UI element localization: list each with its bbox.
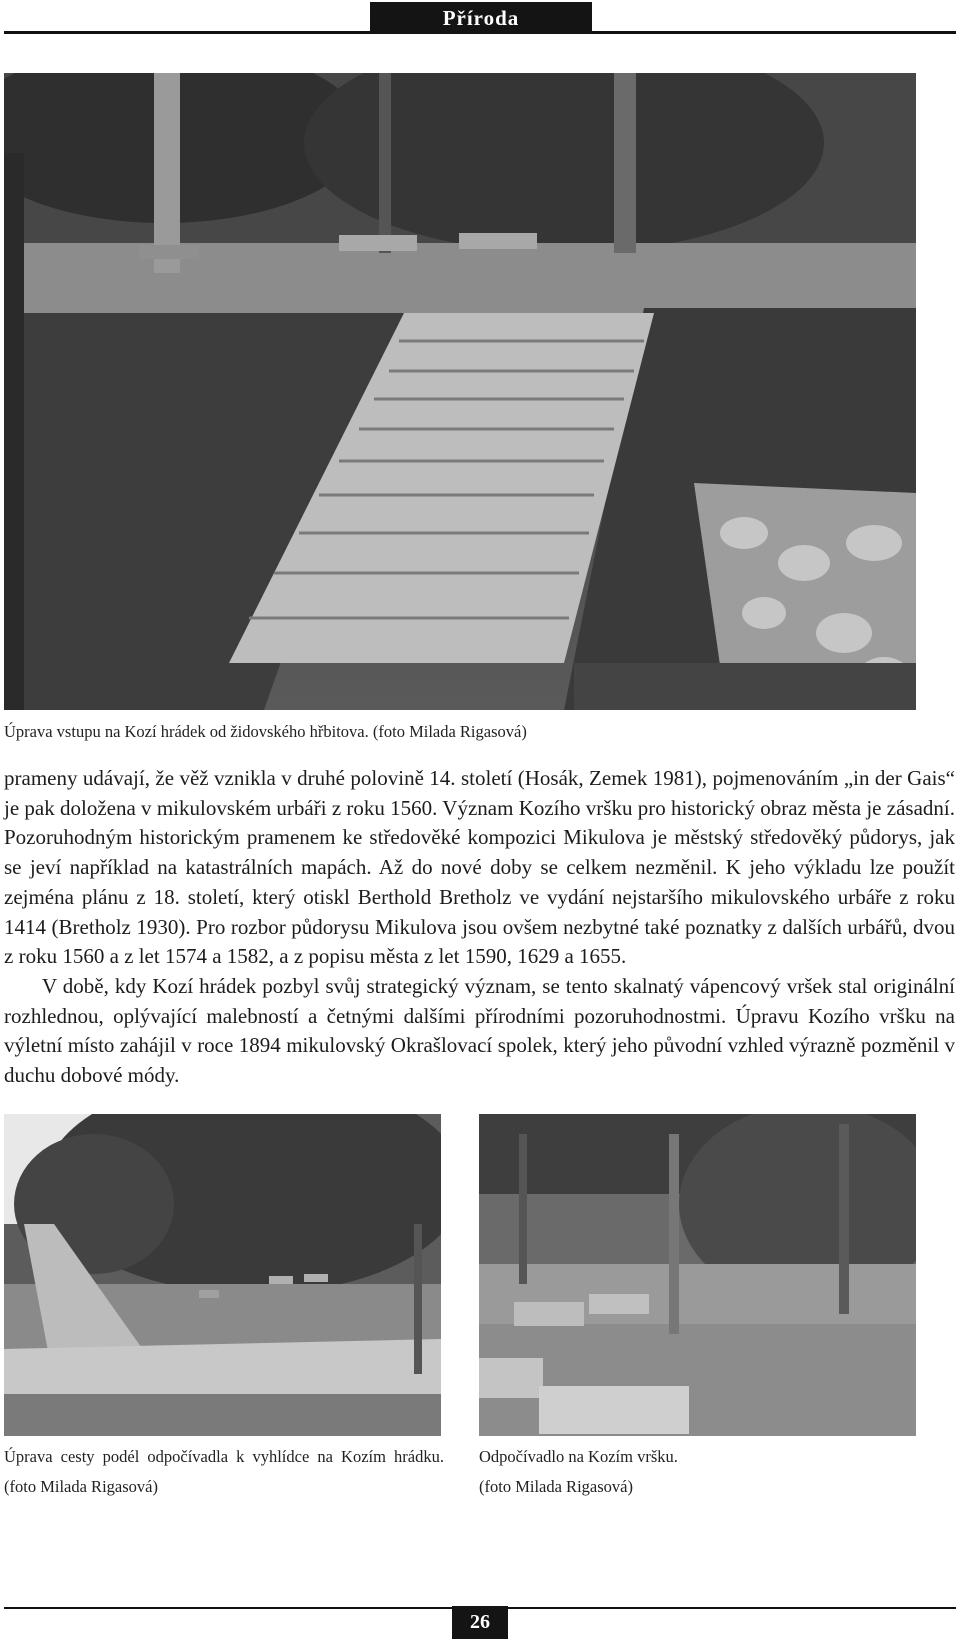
caption-line: Odpočívadlo na Kozím vršku. — [479, 1447, 678, 1466]
photo-stone-steps — [4, 73, 916, 710]
article-body — [4, 764, 955, 1091]
photo-path-rest-area — [4, 1114, 441, 1436]
photo-rest-area-benches — [479, 1114, 916, 1436]
figure-caption-rest-area-benches — [479, 1442, 916, 1502]
figure-caption-stone-steps: Úprava vstupu na Kozí hrádek od židovského hřbitova. (foto Milada Rigasová) — [4, 722, 527, 741]
body-paragraph: prameny udávají, že věž vznikla v druhé polovině 14. století (Hosák, Zemek 1981), pojmenováním „in der Gais“ je pak doložena v mikulovském urbáři z roku 1560. Význam Kozího vršku pro historický obraz města je zásadní. Pozoruhodným historickým pramenem ke středověké kompozici Mikulova je městský středověký půdorys, jak se jeví například na katastrálních mapách. Až do nové doby se celkem nezměnil. K jeho výkladu lze použít zejména plánu z 18. století, který otiskl Berthold Bretholz ve vydání nejstaršího mikulovského urbáře z roku 1414 (Bretholz 1930). Pro rozbor půdorysu Mikulova jsou ovšem nezbytné také poznatky z dalších urbářů, dvou z roku 1560 a z let 1574 a 1582, a z popisu města z let 1590, 1629 a 1655. — [4, 766, 955, 969]
section-title: Příroda — [370, 2, 592, 34]
page-number: 26 — [452, 1606, 508, 1639]
caption-line: (foto Milada Rigasová) — [479, 1477, 633, 1496]
figure-caption-path-rest-area: Úprava cesty podél odpočívadla k vyhlídce na Kozím hrádku. (foto Milada Rigasová) — [4, 1447, 444, 1496]
body-paragraph: V době, kdy Kozí hrádek pozbyl svůj strategický význam, se tento skalnatý vápencový vršek stal originální rozhlednou, oplývající malebností a četnými dalšími přírodními pozoruhodnostmi. Úpravu Kozího vršku na výletní místo zahájil v roce 1894 mikulovský Okrašlovací spolek, který jeho původní vzhled výrazně pozměnil v duchu dobové módy. — [4, 973, 955, 1088]
